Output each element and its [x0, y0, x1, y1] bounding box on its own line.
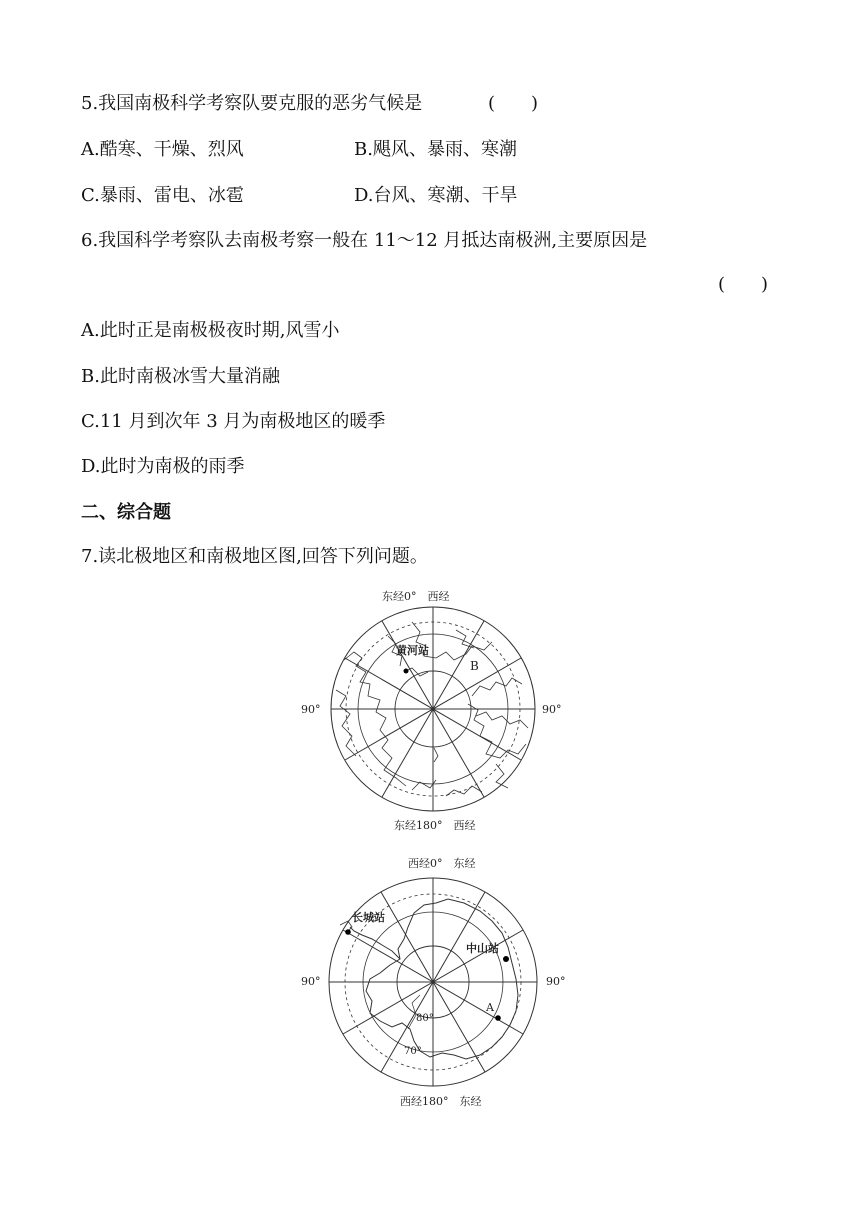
- south-map-right-label: 90°: [546, 975, 566, 988]
- south-map-left-label: 90°: [301, 975, 321, 988]
- q5-option-d: D.台风、寒潮、干旱: [354, 185, 518, 206]
- north-map-left-label: 90°: [301, 703, 321, 716]
- huanghe-station-marker: [404, 669, 409, 674]
- north-polar-map: [296, 586, 570, 836]
- north-map-bottom-label: 东经180° 西经: [394, 819, 476, 832]
- point-a-marker: [495, 1015, 501, 1021]
- q5-option-c: C.暴雨、雷电、冰雹: [81, 185, 244, 206]
- zhongshan-station-marker: [503, 956, 509, 962]
- south-map-top-label: 西经0° 东经: [408, 857, 476, 870]
- q6-option-d: D.此时为南极的雨季: [81, 456, 245, 477]
- q5-stem: 5.我国南极科学考察队要克服的恶劣气候是: [81, 93, 423, 114]
- south-polar-map: [296, 855, 570, 1110]
- latitude-80-label: 80°: [416, 1013, 434, 1024]
- q6-option-c: C.11 月到次年 3 月为南极地区的暖季: [81, 411, 386, 432]
- q6-option-b: B.此时南极冰雪大量消融: [81, 366, 280, 387]
- north-map-point-b: B: [470, 659, 479, 673]
- south-map-point-a: A: [486, 1001, 494, 1014]
- north-map-graticule: [331, 607, 535, 811]
- section-title: 二、综合题: [81, 502, 171, 523]
- zhongshan-station-label: 中山站: [466, 942, 499, 955]
- changcheng-station-label: 长城站: [352, 911, 385, 924]
- q5-option-a: A.酷寒、干燥、烈风: [81, 139, 244, 160]
- changcheng-station-marker: [345, 929, 351, 935]
- huanghe-station-label: 黄河站: [396, 644, 429, 657]
- latitude-70-label: 70°: [404, 1046, 422, 1057]
- q6-answer-paren: ( ): [718, 274, 769, 295]
- q5-answer-paren: ( ): [488, 93, 539, 114]
- antarctica-coastline: [366, 899, 518, 1059]
- south-map-graticule: [329, 878, 537, 1086]
- north-map-right-label: 90°: [542, 703, 562, 716]
- q5-option-b: B.飓风、暴雨、寒潮: [354, 139, 517, 160]
- q6-stem: 6.我国科学考察队去南极考察一般在 11～12 月抵达南极洲,主要原因是: [81, 230, 648, 251]
- south-map-bottom-label: 西经180° 东经: [400, 1095, 482, 1108]
- q7-stem: 7.读北极地区和南极地区图,回答下列问题。: [81, 546, 428, 567]
- north-map-top-label: 东经0° 西经: [382, 590, 450, 603]
- q6-option-a: A.此时正是南极极夜时期,风雪小: [81, 320, 340, 341]
